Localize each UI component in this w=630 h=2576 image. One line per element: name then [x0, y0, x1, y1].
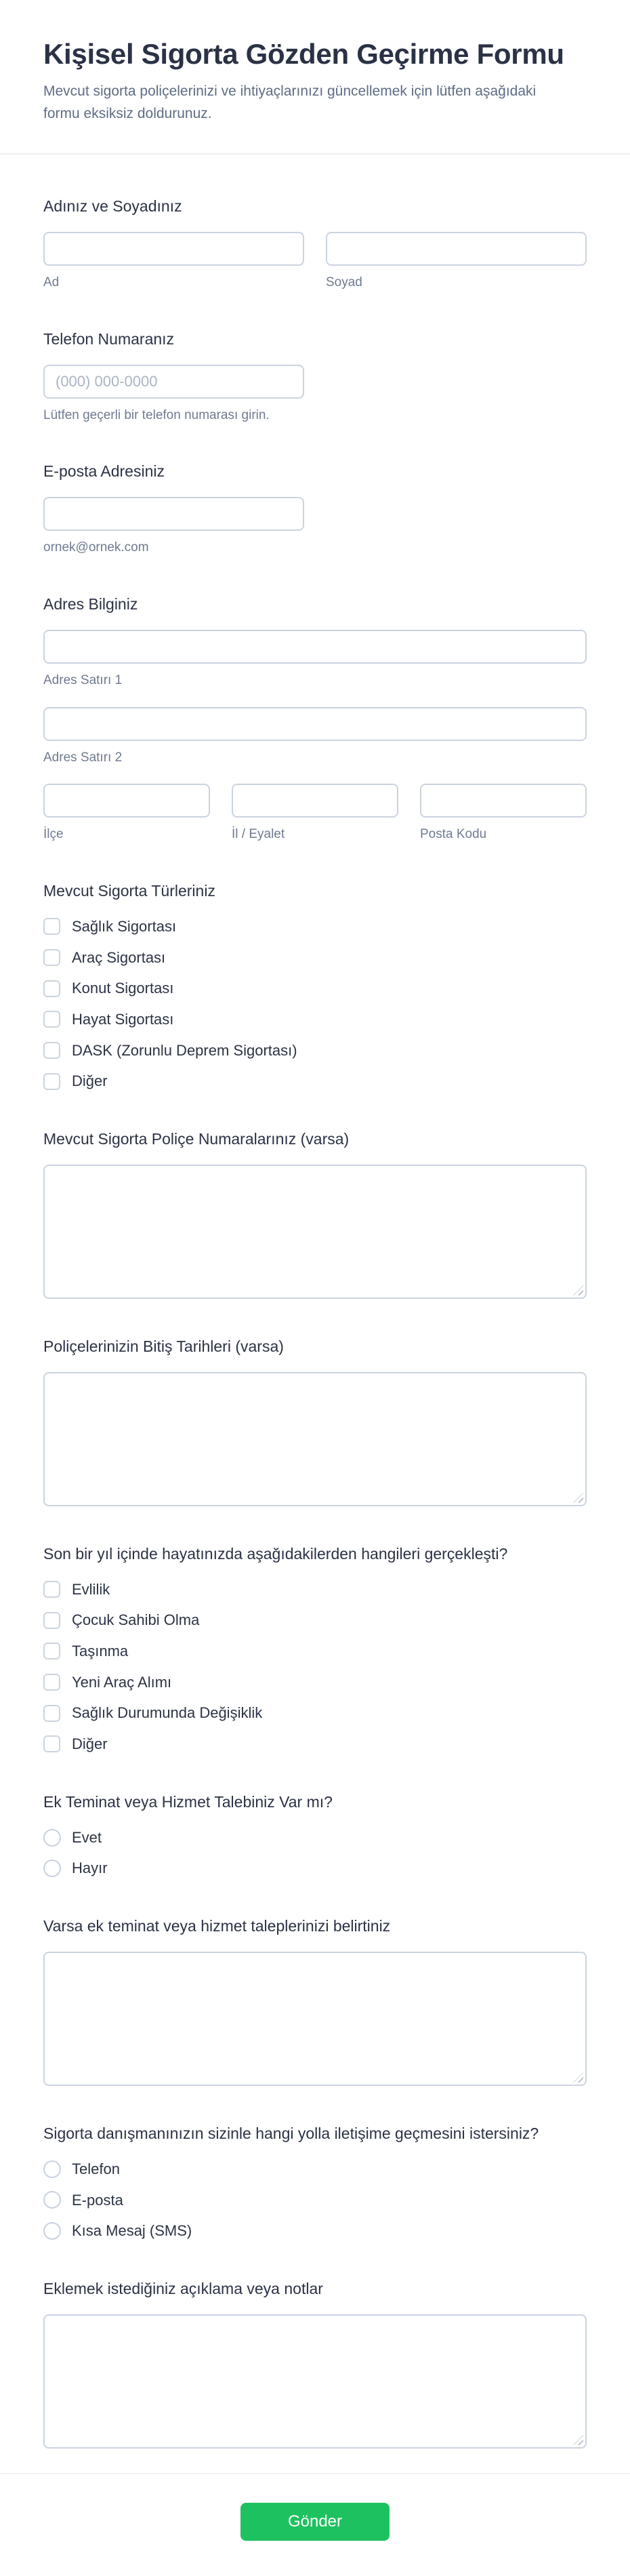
checkbox-option-label: Hayat Sigortası — [72, 1010, 174, 1028]
checkbox[interactable] — [43, 1073, 60, 1090]
state-sublabel: İl / Eyalet — [232, 827, 285, 842]
checkbox[interactable] — [43, 1042, 60, 1059]
checkbox[interactable] — [43, 918, 60, 935]
checkbox[interactable] — [43, 1674, 60, 1691]
radio-option-row[interactable] — [43, 2159, 587, 2179]
checkbox-option-label: Taşınma — [72, 1643, 129, 1660]
phone-helper: Lütfen geçerli bir telefon numarası girin. — [43, 407, 270, 422]
field-address — [43, 595, 587, 843]
checkbox-option-row[interactable] — [43, 1703, 587, 1723]
checkbox-option-label: Yeni Araç Alımı — [72, 1673, 172, 1691]
checkbox-option-label: Sağlık Sigortası — [72, 917, 177, 935]
address-line1-input[interactable] — [43, 630, 587, 664]
full-name-label: Adınız ve Soyadınız — [43, 197, 182, 216]
field-life-events — [43, 1544, 587, 1754]
state-input[interactable] — [232, 784, 398, 818]
radio-option-label: Evet — [72, 1828, 102, 1846]
address-line2-input[interactable] — [43, 707, 587, 741]
first-name-sublabel: Ad — [43, 275, 60, 290]
checkbox-option-row[interactable] — [43, 948, 587, 968]
city-input[interactable] — [43, 784, 210, 818]
address-line2-sublabel: Adres Satırı 2 — [43, 750, 123, 765]
field-policy-numbers — [43, 1129, 587, 1299]
field-contact-method — [43, 2124, 587, 2241]
zip-input[interactable] — [420, 784, 587, 818]
form-subtitle: Mevcut sigorta poliçelerinizi ve ihtiyaçlarınızı güncellemek için lütfen aşağıdaki formu eksiksiz doldurunuz. — [43, 83, 537, 121]
submit-button[interactable]: Gönder — [240, 2503, 390, 2541]
form-header — [0, 0, 630, 155]
insurance-types-list — [43, 917, 587, 1091]
radio-button[interactable] — [43, 2222, 61, 2240]
radio-button[interactable] — [43, 2191, 61, 2209]
radio-option-row[interactable] — [43, 1828, 587, 1848]
first-name-input[interactable] — [43, 232, 304, 266]
checkbox-option-label: Konut Sigortası — [72, 980, 174, 997]
field-notes — [43, 2279, 587, 2449]
coverage-details-label: Varsa ek teminat veya hizmet taleplerinizi belirtiniz — [43, 1917, 391, 1935]
field-phone — [43, 329, 587, 424]
checkbox-option-row[interactable] — [43, 1734, 587, 1754]
checkbox[interactable] — [43, 1735, 60, 1752]
checkbox-option-row[interactable] — [43, 1641, 587, 1662]
notes-textarea[interactable] — [43, 2314, 587, 2449]
checkbox-option-row[interactable] — [43, 978, 587, 999]
checkbox[interactable] — [43, 1705, 60, 1722]
field-email — [43, 462, 587, 557]
coverage-details-textarea[interactable] — [43, 1952, 587, 2086]
radio-option-label: Kısa Mesaj (SMS) — [72, 2222, 192, 2240]
policy-end-dates-label: Poliçelerinizin Bitiş Tarihleri (varsa) — [43, 1337, 284, 1355]
radio-option-row[interactable] — [43, 1858, 587, 1878]
field-extra-coverage — [43, 1792, 587, 1878]
address-label: Adres Bilginiz — [43, 595, 138, 613]
checkbox-option-label: Çocuk Sahibi Olma — [72, 1611, 200, 1629]
insurance-types-label: Mevcut Sigorta Türleriniz — [43, 882, 215, 900]
last-name-input[interactable] — [326, 232, 587, 266]
checkbox[interactable] — [43, 1011, 60, 1028]
radio-button[interactable] — [43, 2160, 61, 2178]
field-full-name — [43, 197, 587, 291]
city-sublabel: İlçe — [43, 827, 64, 842]
form-title: Kişisel Sigorta Gözden Geçirme Formu — [43, 38, 564, 70]
checkbox-option-label: Sağlık Durumunda Değişiklik — [72, 1704, 263, 1722]
field-policy-end-dates — [43, 1337, 587, 1506]
checkbox[interactable] — [43, 949, 60, 966]
checkbox-option-label: Araç Sigortası — [72, 948, 166, 966]
extra-coverage-list — [43, 1828, 587, 1878]
phone-label: Telefon Numaranız — [43, 329, 175, 348]
extra-coverage-label: Ek Teminat veya Hizmet Talebiniz Var mı? — [43, 1792, 333, 1811]
checkbox[interactable] — [43, 1581, 60, 1598]
radio-option-label: Telefon — [72, 2160, 120, 2177]
checkbox-option-row[interactable] — [43, 917, 587, 937]
checkbox[interactable] — [43, 1643, 60, 1659]
contact-method-list — [43, 2159, 587, 2241]
checkbox-option-row[interactable] — [43, 1009, 587, 1030]
policy-numbers-label: Mevcut Sigorta Poliçe Numaralarınız (varsa) — [43, 1130, 350, 1148]
life-events-label: Son bir yıl içinde hayatınızda aşağıdakilerden hangileri gerçekleşti? — [43, 1544, 508, 1563]
radio-option-row[interactable] — [43, 2221, 587, 2241]
checkbox-option-label: DASK (Zorunlu Deprem Sigortası) — [72, 1041, 297, 1059]
contact-method-label: Sigorta danışmanınızın sizinle hangi yolla iletişime geçmesini istersiniz? — [43, 2124, 539, 2142]
checkbox-option-label: Diğer — [72, 1072, 108, 1090]
radio-option-label: E-posta — [72, 2191, 123, 2209]
life-events-list — [43, 1579, 587, 1754]
radio-button[interactable] — [43, 1829, 61, 1847]
checkbox-option-row[interactable] — [43, 1672, 587, 1693]
field-insurance-types — [43, 881, 587, 1091]
checkbox-option-label: Diğer — [72, 1735, 108, 1753]
radio-option-row[interactable] — [43, 2190, 587, 2211]
policy-numbers-textarea[interactable] — [43, 1165, 587, 1299]
email-helper: ornek@ornek.com — [43, 540, 149, 555]
checkbox-option-row[interactable] — [43, 1041, 587, 1061]
form-body — [0, 155, 630, 2449]
checkbox-option-label: Evlilik — [72, 1580, 110, 1598]
checkbox-option-row[interactable] — [43, 1610, 587, 1630]
submit-bar — [0, 2473, 630, 2576]
email-label: E-posta Adresiniz — [43, 462, 165, 481]
checkbox-option-row[interactable] — [43, 1579, 587, 1600]
checkbox-option-row[interactable] — [43, 1071, 587, 1091]
checkbox[interactable] — [43, 1612, 60, 1629]
policy-end-dates-textarea[interactable] — [43, 1372, 587, 1506]
address-line1-sublabel: Adres Satırı 1 — [43, 672, 123, 687]
last-name-sublabel: Soyad — [326, 275, 362, 290]
field-coverage-details — [43, 1916, 587, 2086]
notes-label: Eklemek istediğiniz açıklama veya notlar — [43, 2279, 323, 2297]
radio-option-label: Hayır — [72, 1859, 108, 1877]
checkbox[interactable] — [43, 980, 60, 997]
phone-input[interactable] — [43, 365, 304, 399]
email-input[interactable] — [43, 497, 304, 531]
zip-sublabel: Posta Kodu — [420, 827, 487, 842]
radio-button[interactable] — [43, 1859, 61, 1877]
